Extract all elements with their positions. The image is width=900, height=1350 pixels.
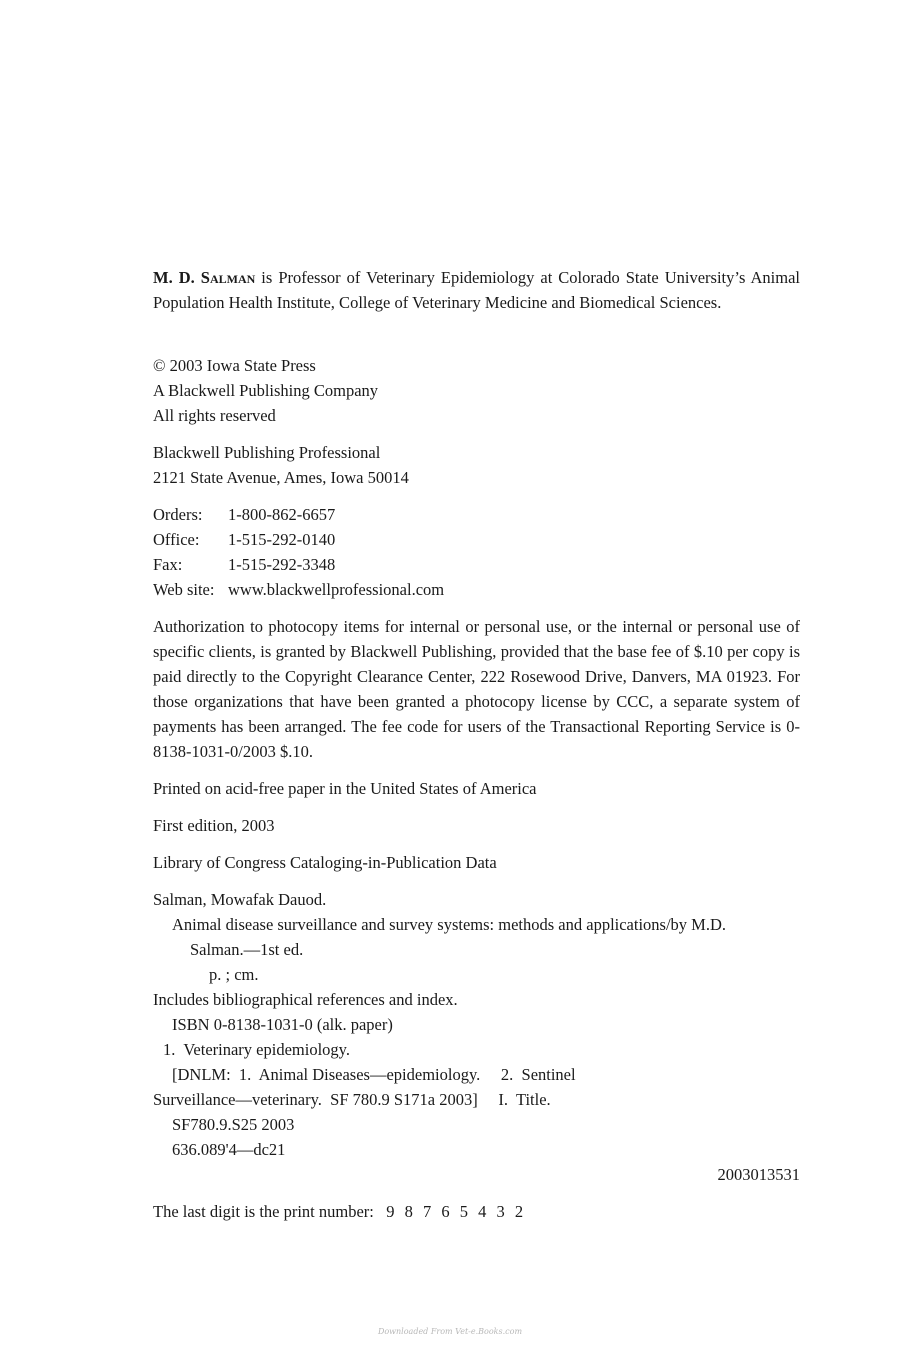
publisher-name: Blackwell Publishing Professional: [153, 443, 381, 462]
cip-line: 1. Veterinary epidemiology.: [163, 1040, 350, 1059]
cip-line: Salman, Mowafak Dauod.: [153, 890, 327, 909]
download-watermark: Downloaded From Vet-e.Books.com: [377, 1327, 523, 1336]
authorization-paragraph: Authorization to photocopy items for internal or personal use, or the internal or personal use of specific clients, is granted by Blackwell Publishing, provided that the base fee of $.10 per copy is paid directly to the Copyright Clearance Center, 222 Rosewood Drive, Danvers, MA 01923. For those organizations that have been granted a photocopy license by CCC, a separate system of payments has been arranged. The fee code for users of the Transactional Reporting Service is 0-8138-1031-0/2003 $.10.: [153, 617, 800, 761]
print-number-digits: 9 8 7 6 5 4 3 2: [386, 1202, 524, 1221]
copyright-page: [153, 265, 800, 1224]
cip-line: SF780.9.S25 2003: [172, 1115, 295, 1134]
edition-note: First edition, 2003: [153, 816, 275, 835]
copyright-block: [153, 353, 800, 428]
contact-label: Office:: [153, 530, 200, 549]
contact-block: [153, 502, 800, 602]
cip-heading: Library of Congress Cataloging-in-Publication Data: [153, 853, 497, 872]
cip-record: [153, 887, 800, 1187]
lccn-number: 2003013531: [717, 1165, 800, 1184]
contact-label: Orders:: [153, 505, 203, 524]
cip-line: Includes bibliographical references and index.: [153, 990, 458, 1009]
cip-line: ISBN 0-8138-1031-0 (alk. paper): [172, 1015, 393, 1034]
print-number-line: [153, 1199, 800, 1224]
publisher-company: A Blackwell Publishing Company: [153, 381, 379, 400]
contact-row-website: [153, 577, 800, 602]
contact-row-office: [153, 527, 800, 552]
cip-line: 636.089'4—dc21: [172, 1140, 286, 1159]
address-block: [153, 440, 800, 490]
print-number-label: The last digit is the print number:: [153, 1202, 374, 1221]
contact-label: Web site:: [153, 580, 215, 599]
contact-value: 1-515-292-3348: [228, 555, 336, 574]
contact-label: Fax:: [153, 555, 183, 574]
contact-value: 1-515-292-0140: [228, 530, 336, 549]
printed-note: Printed on acid-free paper in the United States of America: [153, 779, 537, 798]
cip-line: Salman.—1st ed.: [190, 940, 304, 959]
author-name: M. D. Salman: [153, 268, 256, 287]
cip-line: Surveillance—veterinary. SF 780.9 S171a 2003] I. Title.: [153, 1090, 551, 1109]
author-bio-text: is Professor of Veterinary Epidemiology at Colorado State University’s Animal Population Health Institute, College of Veterinary Medicine and Biomedical Sciences.: [153, 268, 800, 312]
contact-row-orders: [153, 502, 800, 527]
publisher-address: 2121 State Avenue, Ames, Iowa 50014: [153, 468, 409, 487]
cip-line: Animal disease surveillance and survey systems: methods and applications/by M.D.: [172, 915, 727, 934]
cip-line: p. ; cm.: [209, 965, 259, 984]
contact-row-fax: [153, 552, 800, 577]
website-link: www.blackwellprofessional.com: [228, 580, 445, 599]
author-bio: [153, 265, 800, 315]
rights-line: All rights reserved: [153, 406, 276, 425]
cip-line: [DNLM: 1. Animal Diseases—epidemiology. 2. Sentinel: [172, 1065, 576, 1084]
contact-value: 1-800-862-6657: [228, 505, 336, 524]
copyright-line: © 2003 Iowa State Press: [153, 356, 316, 375]
